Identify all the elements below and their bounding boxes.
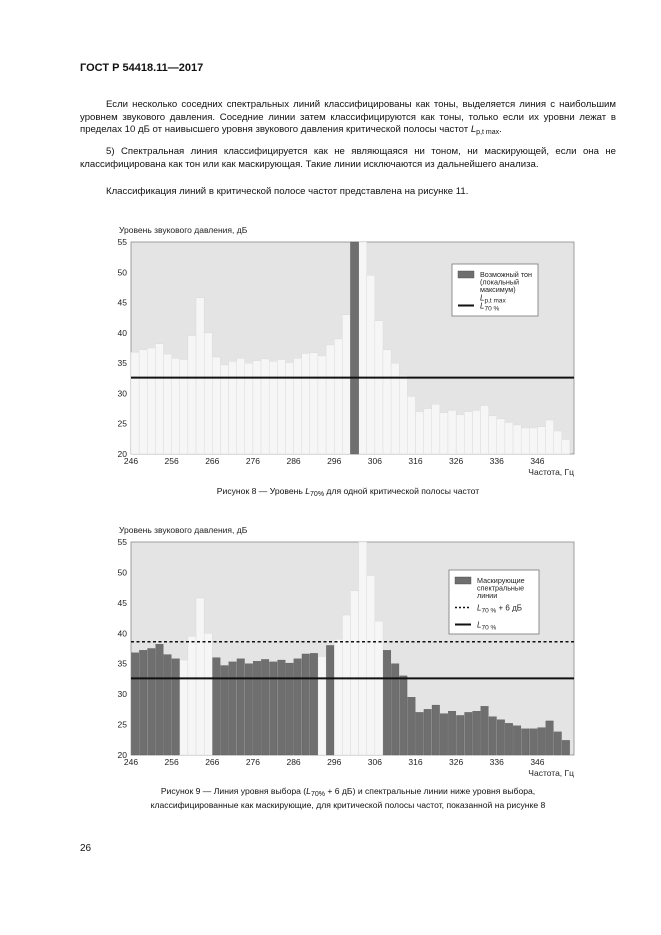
symbol-l: L: [470, 124, 477, 136]
fig9-masking-bar: [278, 660, 286, 755]
paragraph-tones-text: Если несколько соседних спектральных линий классифицированы как тоны, выделяется линия с наибольшим уровнем звукового давления. Соседние линии затем классифицируются как тоны, только если их уровни лежат в пределах 10 дБ от наивысшего уровня звукового давления критической полосы частот: [80, 99, 616, 136]
fig9-xtick-label: 246: [123, 757, 139, 767]
figure-9-caption: [80, 786, 616, 811]
fig9-masking-bar: [513, 726, 521, 755]
fig9-masking-bar: [538, 728, 546, 755]
fig8-legend-l70-label: $L_{70 \%}$: [480, 301, 500, 313]
fig9-spectral-bar: [367, 575, 375, 755]
figure-8-caption-prefix: Рисунок 8 — Уровень: [216, 486, 306, 496]
fig9-spectral-bar: [342, 615, 350, 755]
fig8-ytick-label: 30: [117, 388, 127, 399]
fig9-spectral-bar: [196, 598, 204, 755]
fig9-masking-bar: [432, 705, 440, 755]
fig9-spectral-bar: [318, 656, 326, 755]
fig9-masking-bar: [310, 653, 318, 755]
fig9-masking-bar: [481, 706, 489, 755]
fig9-masking-bar: [521, 729, 529, 755]
figure-9-caption-line-2: классифицированные как маскирующие, для критической полосы частот, показанной на рисунке 8: [150, 800, 546, 810]
figure-8-caption: [80, 486, 616, 500]
fig9-masking-bar: [302, 654, 310, 755]
fig9-masking-bar: [237, 659, 245, 755]
fig9-masking-bar: [269, 662, 277, 755]
fig8-ytick-label: 45: [117, 297, 127, 308]
fig9-spectral-bar: [350, 591, 358, 755]
fig8-ytick-label: 20: [117, 449, 127, 459]
fig9-masking-bar: [261, 659, 269, 755]
fig9-xtick-label: 306: [367, 757, 382, 767]
fig8-xtick-label: 316: [408, 456, 423, 466]
fig9-masking-bar: [326, 645, 334, 755]
fig9-ytick-label: 40: [117, 628, 127, 639]
fig9-masking-bar: [131, 653, 139, 755]
fig9-masking-bar: [416, 712, 424, 755]
fig9-masking-bar: [156, 644, 164, 755]
fig9-masking-bar: [213, 658, 221, 755]
fig8-ytick-label: 40: [117, 327, 127, 338]
fig9-xtick-label: 326: [449, 757, 464, 767]
fig8-xtick-label: 286: [286, 456, 301, 466]
symbol-subscript: p,t max: [476, 129, 500, 137]
fig9-masking-bar: [489, 717, 497, 755]
fig8-ytick-label: 35: [117, 358, 127, 369]
fig9-legend-l70-label: $L_{70 \%} + 6$ дБ: [477, 603, 522, 615]
fig9-ytick-label: 30: [117, 689, 127, 700]
paragraph-end: .: [499, 124, 502, 136]
fig9-ytick-label: 20: [117, 750, 127, 760]
fig8-xtick-label: 266: [205, 456, 220, 466]
fig8-ylabel: Уровень звукового давления, дБ: [119, 225, 248, 235]
figure-9-caption-suffix: + 6 дБ) и спектральные линии ниже уровня выбора,: [324, 786, 536, 796]
fig9-masking-bar: [286, 663, 294, 755]
fig9-xtick-label: 286: [286, 757, 301, 767]
fig9-masking-bar: [383, 650, 391, 755]
fig8-ytick-label: 50: [117, 267, 127, 278]
paragraph-item-5: 5) Спектральная линия классифицируется как не являющаяся ни тоном, ни маскирующей, если она не классифицирована как тон или как маскирующая. Такие линии исключаются из дальнейшего анализа.: [80, 146, 616, 170]
fig9-legend-patch: [455, 577, 471, 584]
fig8-legend-label: (локальный: [480, 277, 520, 287]
page-number: 26: [80, 843, 92, 854]
fig8-xlabel: Частота, Гц: [528, 467, 574, 477]
fig8-legend-label: Возможный тон: [480, 270, 532, 279]
fig9-spectral-bar: [204, 633, 212, 755]
figure-9-caption-prefix: Рисунок 9 — Линия уровня выбора (: [160, 786, 307, 796]
fig8-xtick-label: 306: [367, 456, 382, 466]
fig8-xtick-label: 296: [327, 456, 342, 466]
fig8-xtick-label: 256: [164, 456, 179, 466]
fig9-legend-l70-label: $L_{70 \%}$: [477, 620, 497, 632]
fig9-xtick-label: 276: [245, 757, 261, 767]
fig8-ytick-label: 55: [117, 237, 127, 247]
document-header: ГОСТ Р 54418.11—2017: [80, 62, 204, 74]
fig9-masking-bar: [424, 709, 432, 755]
fig8-xtick-label: 326: [449, 456, 464, 466]
fig9-xtick-label: 296: [327, 757, 342, 767]
fig9-ytick-label: 45: [117, 597, 127, 608]
fig9-legend-label: спектральные: [477, 583, 525, 593]
fig9-masking-bar: [148, 649, 156, 756]
fig9-spectral-bar: [359, 542, 367, 755]
fig8-xtick-label: 336: [489, 456, 504, 466]
fig9-xtick-label: 316: [408, 757, 423, 767]
fig9-masking-bar: [546, 721, 554, 755]
fig8-xtick-label: 246: [123, 456, 139, 466]
fig9-masking-bar: [229, 662, 237, 755]
fig9-xtick-label: 336: [489, 757, 504, 767]
fig8-xtick-label: 346: [530, 456, 545, 466]
fig9-spectral-bar: [334, 639, 342, 755]
fig9-masking-bar: [172, 659, 180, 755]
fig8-xtick-label: 276: [245, 456, 261, 466]
fig9-xtick-label: 266: [205, 757, 220, 767]
figure-9-caption-sub: 70%: [310, 791, 325, 798]
fig9-masking-bar: [473, 711, 481, 755]
paragraph-classification: Классификация линий в критической полосе частот представлена на рисунке 11.: [106, 186, 469, 197]
figure-8-caption-symbol: L: [305, 486, 311, 496]
fig9-masking-bar: [400, 676, 408, 755]
fig9-ylabel: Уровень звукового давления, дБ: [119, 525, 248, 535]
fig9-ytick-label: 50: [117, 567, 127, 578]
fig9-masking-bar: [164, 655, 172, 755]
fig8-legend-label: максимум): [480, 285, 516, 294]
fig9-spectral-bar: [188, 636, 196, 755]
fig8-legend-tone-symbol: $L_{p,t max}$: [480, 293, 506, 305]
fig9-ytick-label: 35: [117, 658, 127, 669]
fig9-masking-bar: [465, 712, 473, 755]
figure-9-caption-line-1: [80, 786, 616, 800]
fig9-ytick-label: 25: [117, 719, 127, 730]
fig9-spectral-bar: [180, 660, 188, 755]
fig9-masking-bar: [440, 714, 448, 755]
fig9-masking-bar: [497, 720, 505, 755]
fig9-masking-bar: [294, 659, 302, 755]
fig9-xlabel: Частота, Гц: [528, 768, 574, 778]
fig9-masking-bar: [253, 661, 261, 755]
fig9-legend-label: линии: [477, 591, 498, 600]
fig9-masking-bar: [139, 650, 147, 755]
fig9-masking-bar: [505, 723, 513, 755]
figure-8-caption-sub: 70%: [310, 491, 325, 498]
fig9-masking-bar: [554, 732, 562, 755]
fig9-masking-bar: [448, 711, 456, 755]
figure-9-caption-symbol: L: [306, 786, 311, 796]
fig9-xtick-label: 346: [530, 757, 545, 767]
fig9-masking-bar: [530, 729, 538, 755]
fig8-ytick-label: 25: [117, 418, 127, 429]
fig9-ytick-label: 55: [117, 537, 127, 547]
fig9-xtick-label: 256: [164, 757, 179, 767]
fig9-masking-bar: [562, 740, 570, 755]
figure-8-caption-suffix: для одной критической полосы частот: [324, 486, 480, 496]
fig9-legend-label: Маскирующие: [477, 576, 525, 585]
fig9-masking-bar: [456, 715, 464, 755]
fig9-masking-bar: [408, 697, 416, 755]
